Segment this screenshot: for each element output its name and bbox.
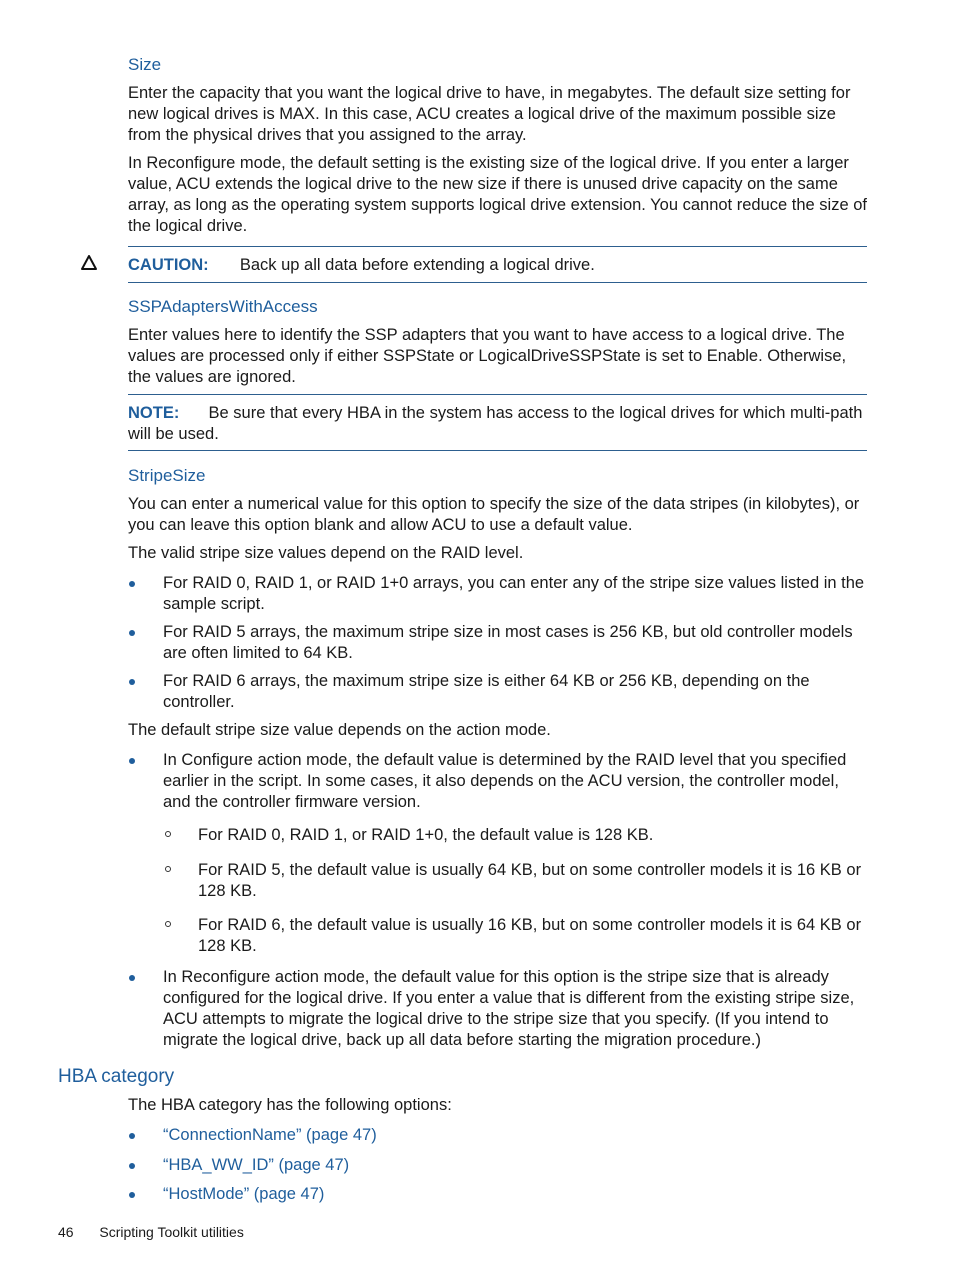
page-number: 46 (58, 1224, 74, 1240)
size-section (128, 54, 867, 237)
ssp-paragraph: Enter values here to identify the SSP adapters that you want to have access to a logical drive. The values are processed only if either SSPState or LogicalDriveSSPState is set to Enable. Otherwise, the values are ignored. (128, 326, 847, 386)
stripe-paragraph-3: The default stripe size value depends on the action mode. (128, 721, 551, 739)
note-label: NOTE: (128, 404, 180, 422)
hba-options-list (128, 1125, 867, 1205)
bullet-icon (129, 1192, 135, 1198)
connectionname-link[interactable]: “ConnectionName” (page 47) (163, 1126, 377, 1144)
bullet-icon (129, 679, 135, 685)
list-item: In Reconfigure action mode, the default value for this option is the stripe size that is already configured for the logical drive. If you enter a value that is different from the existing stripe size, ACU attempts to migrate the logical drive to the stripe size that you specify. (If you intend to migrate the logical drive, back up all data before starting the migration procedure.) (128, 967, 867, 1051)
list-item (128, 1125, 867, 1146)
page-footer (58, 1223, 244, 1241)
bullet-icon (129, 975, 135, 981)
sub-list-item: For RAID 0, RAID 1, or RAID 1+0, the default value is 128 KB. (163, 825, 867, 846)
hollow-bullet-icon (165, 831, 171, 837)
action-mode-list (128, 750, 867, 1051)
size-paragraph-1: Enter the capacity that you want the logical drive to have, in megabytes. The default size setting for new logical drives is MAX. In this case, ACU creates a logical drive of the maximum possible size from the physical drives that you assigned to the array. (128, 84, 851, 144)
list-item: In Configure action mode, the default value is determined by the RAID level that you specified earlier in the script. In some cases, it also depends on the ACU version, the controller model, and the controller firmware version. For RAID 0, RAID 1, or RAID 1+0, the default value is 128 KB. For RAID 5, the default value is usually 64 KB, but on some controller models it is 16 KB or 128 KB. For RAID 6, the default value is usually 16 KB, but on some controller models it is 64 KB or 128 KB. (128, 750, 867, 957)
hostmode-link[interactable]: “HostMode” (page 47) (163, 1185, 325, 1203)
stripe-section (128, 465, 867, 1051)
stripe-heading: StripeSize (128, 466, 206, 485)
bullet-icon (129, 581, 135, 587)
bullet-icon (129, 630, 135, 636)
footer-section-title: Scripting Toolkit utilities (99, 1224, 244, 1240)
hba-intro: The HBA category has the following options: (128, 1096, 452, 1114)
stripe-paragraph-1: You can enter a numerical value for this option to specify the size of the data stripes (in kilobytes), or you can leave this option blank and allow ACU to use a default value. (128, 495, 860, 534)
hollow-bullet-icon (165, 866, 171, 872)
list-item: For RAID 0, RAID 1, or RAID 1+0 arrays, you can enter any of the stripe size values listed in the sample script. (128, 573, 867, 615)
size-paragraph-2: In Reconfigure mode, the default setting is the existing size of the logical drive. If you enter a larger value, ACU extends the logical drive to the new size if there is unused drive capacity on the same array, as long as the operating system supports logical drive extension. You cannot reduce the size of the logical drive. (128, 154, 867, 235)
configure-sublist (163, 825, 867, 957)
size-heading: Size (128, 55, 162, 74)
bullet-icon (129, 758, 135, 764)
warning-triangle-icon (80, 254, 98, 272)
stripe-paragraph-2: The valid stripe size values depend on the RAID level. (128, 544, 524, 562)
raid-level-list (128, 573, 867, 713)
bullet-icon (129, 1163, 135, 1169)
sub-list-item: For RAID 5, the default value is usually 64 KB, but on some controller models it is 16 KB or 128 KB. (163, 860, 867, 902)
hba-heading: HBA category (58, 1066, 175, 1087)
list-item (128, 1184, 867, 1205)
hollow-bullet-icon (165, 921, 171, 927)
list-item: For RAID 5 arrays, the maximum stripe size in most cases is 256 KB, but old controller models are often limited to 64 KB. (128, 622, 867, 664)
hba-ww-id-link[interactable]: “HBA_WW_ID” (page 47) (163, 1156, 350, 1174)
list-item (128, 1155, 867, 1176)
caution-box (128, 246, 867, 283)
hba-section (128, 1095, 867, 1205)
note-text: Be sure that every HBA in the system has access to the logical drives for which multi-path will be used. (128, 404, 863, 443)
caution-text: Back up all data before extending a logical drive. (239, 256, 595, 274)
note-box (128, 394, 867, 451)
list-item: For RAID 6 arrays, the maximum stripe size is either 64 KB or 256 KB, depending on the controller. (128, 671, 867, 713)
ssp-heading: SSPAdaptersWithAccess (128, 297, 318, 316)
bullet-icon (129, 1133, 135, 1139)
ssp-section (128, 296, 867, 388)
caution-label: CAUTION: (128, 256, 209, 274)
sub-list-item: For RAID 6, the default value is usually 16 KB, but on some controller models it is 64 KB or 128 KB. (163, 915, 867, 957)
